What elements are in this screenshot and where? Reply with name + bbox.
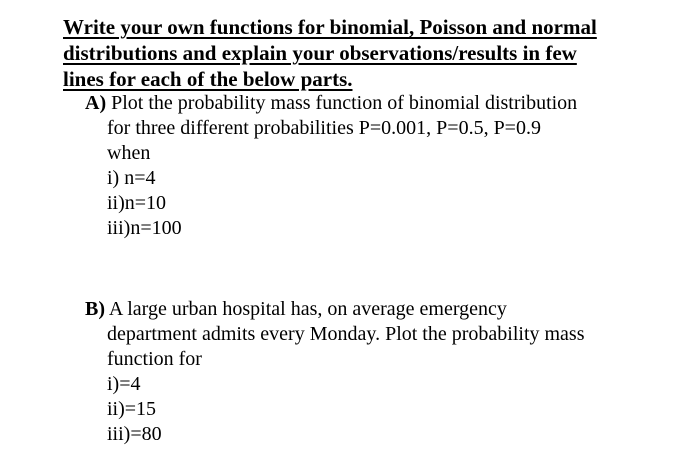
- part-b-first-line: [85, 297, 585, 322]
- part-b-line: function for: [107, 348, 202, 370]
- part-a-line: when: [107, 142, 151, 164]
- part-b-item-2: ii)=15: [107, 398, 157, 420]
- part-a: [85, 91, 577, 241]
- heading-line-1: Write your own functions for binomial, Poisson and normal: [63, 15, 597, 39]
- part-b-line: department admits every Monday. Plot the probability mass: [107, 323, 585, 345]
- part-a-letter: A): [85, 92, 107, 114]
- heading-line-2: distributions and explain your observations/results in few: [63, 41, 577, 65]
- part-b: [85, 297, 585, 447]
- part-b-letter: B): [85, 298, 105, 320]
- question-heading: [63, 14, 663, 92]
- part-b-item-1: i)=4: [107, 373, 141, 395]
- part-a-first-text: Plot the probability mass function of binomial distribution: [106, 92, 578, 114]
- part-a-item-2: ii)n=10: [107, 192, 167, 214]
- part-a-item-3: iii)n=100: [107, 217, 182, 239]
- part-b-first-text: A large urban hospital has, on average emergency: [105, 298, 507, 320]
- part-a-first-line: [85, 91, 577, 116]
- part-b-item-3: iii)=80: [107, 423, 162, 445]
- part-a-line: for three different probabilities P=0.001, P=0.5, P=0.9: [107, 117, 541, 139]
- part-a-item-1: i) n=4: [107, 167, 156, 189]
- heading-line-3: lines for each of the below parts.: [63, 67, 353, 91]
